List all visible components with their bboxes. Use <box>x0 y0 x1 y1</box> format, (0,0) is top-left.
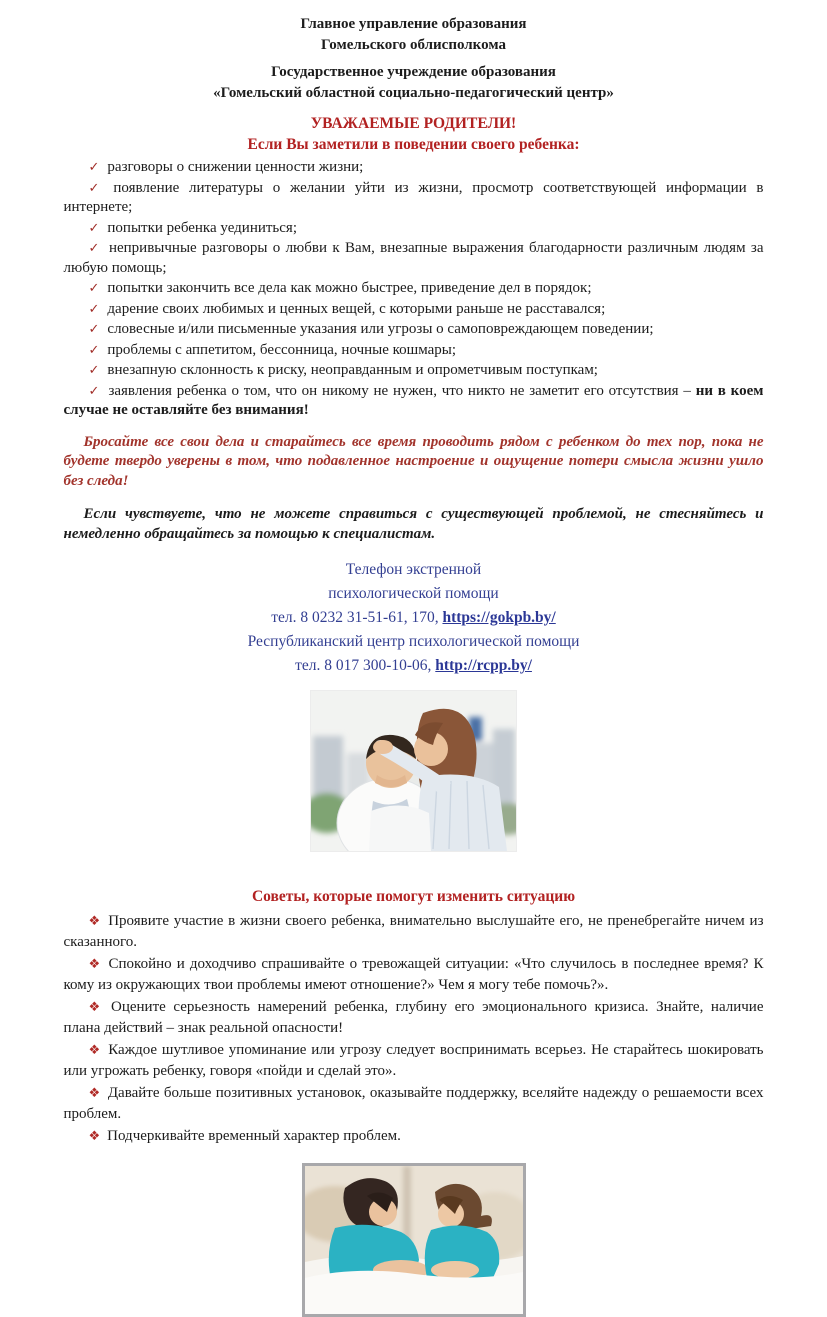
hotline-title-line: психологической помощи <box>328 585 499 602</box>
warning-emphasis: ни в коем случае не оставляйте без внимания! <box>63 382 764 418</box>
advice-list <box>64 911 764 1147</box>
warning-list-item: ✓ попытки закончить все дела как можно быстрее, приведение дел в порядок; <box>88 280 592 296</box>
check-icon: ✓ <box>88 342 100 358</box>
rcpp-link[interactable]: http://rcpp.by/ <box>435 657 532 674</box>
advice-list-item: ❖ Подчеркивайте временный характер проблем. <box>88 1128 401 1144</box>
warning-list-item: ✓ внезапную склонность к риску, неоправданным и опрометчивым поступкам; <box>88 362 598 378</box>
hotline-title-line: Телефон экстренной <box>345 561 482 578</box>
urgent-red-paragraph: Бросайте все свои дела и старайтесь все время проводить рядом с ребенком до тех пор, пока не будете твердо уверены в том, что подавленное настроение и ощущение потери смысла жизни ушло без следа! <box>63 433 764 489</box>
photo-mother-son <box>64 690 764 852</box>
photo-mother-daughter <box>302 1163 526 1317</box>
check-icon: ✓ <box>88 322 100 337</box>
photo-mother-daughter-illustration <box>305 1166 523 1314</box>
header-line: Государственное учреждение образования <box>271 64 556 80</box>
hotline-center-name: Республиканский центр психологической помощи <box>247 633 580 650</box>
hotline-block <box>64 558 764 678</box>
check-icon: ✓ <box>88 383 101 399</box>
parents-title: УВАЖАЕМЫЕ РОДИТЕЛИ! <box>310 115 517 132</box>
warning-list-item: ✓ словесные и/или письменные указания или угрозы о самоповреждающем поведении; <box>88 321 654 337</box>
specialists-paragraph: Если чувствуете, что не можете справиться с существующей проблемой, не стесняйтесь и немедленно обращайтесь за помощью к специалистам. <box>63 506 764 542</box>
advice-list-item: ❖ Спокойно и доходчиво спрашивайте о тревожащей ситуации: «Что случилось в последнее время? К кому из окружающих твои проблемы имеют отношение?» Чем я могу тебе помочь?». <box>63 956 764 993</box>
check-icon: ✓ <box>88 220 100 236</box>
advice-list-item: ❖ Оцените серьезность намерений ребенка, глубину его эмоционального кризиса. Знайте, наличие плана действий – знак реальной опасности! <box>63 999 764 1036</box>
warning-list-item: ✓ дарение своих любимых и ценных вещей, с которыми раньше не расставался; <box>88 300 606 317</box>
warning-list-item: ✓ непривычные разговоры о любви к Вам, внезапные выражения благодарности различным людям за любую помощь; <box>63 240 764 276</box>
warning-subtitle: Если Вы заметили в поведении своего ребенка: <box>247 136 580 153</box>
diamond-icon: ❖ <box>88 957 102 972</box>
check-icon: ✓ <box>88 363 100 378</box>
hotline-phone-line: тел. 8 017 300-10-06, http://rcpp.by/ <box>295 657 532 674</box>
check-icon: ✓ <box>88 281 100 296</box>
warning-list-item: ✓ проблемы с аппетитом, бессонница, ночные кошмары; <box>88 341 456 358</box>
header-line: Гомельского облисполкома <box>321 37 506 53</box>
diamond-icon: ❖ <box>88 914 102 929</box>
hotline-phone-line: тел. 8 0232 31-51-61, 170, https://gokpb.by/ <box>271 609 556 626</box>
check-icon: ✓ <box>88 160 100 175</box>
warning-list-item: ✓ попытки ребенка уединиться; <box>88 219 298 236</box>
warning-list <box>64 158 764 421</box>
warning-list-item: ✓ разговоры о снижении ценности жизни; <box>88 159 364 175</box>
advice-list-item: ❖ Проявите участие в жизни своего ребенка, внимательно выслушайте его, не пренебрегайте ничем из сказанного. <box>63 913 764 950</box>
check-icon: ✓ <box>88 301 100 317</box>
photo-mother-son-illustration <box>310 690 517 852</box>
gokpb-link[interactable]: https://gokpb.by/ <box>442 609 556 626</box>
header-line: Главное управление образования <box>300 16 527 32</box>
diamond-icon: ❖ <box>88 1000 105 1015</box>
check-icon: ✓ <box>88 241 101 256</box>
advice-title: Советы, которые помогут изменить ситуацию <box>251 888 576 905</box>
diamond-icon: ❖ <box>88 1129 101 1144</box>
diamond-icon: ❖ <box>88 1043 102 1058</box>
check-icon: ✓ <box>88 180 106 196</box>
advice-list-item: ❖ Каждое шутливое упоминание или угрозу следует воспринимать всерьез. Не старайтесь шокировать или угрожать ребенку, говоря «пойди и сделай это». <box>63 1042 764 1079</box>
advice-list-item: ❖ Давайте больше позитивных установок, оказывайте поддержку, вселяйте надежду о решаемости всех проблем. <box>63 1085 764 1122</box>
header-line: «Гомельский областной социально-педагогический центр» <box>213 85 614 101</box>
warning-list-item-final: ✓ заявления ребенка о том, что он никому не нужен, что никто не заметит его отсутствия – ни в коем случае не оставляйте без внимания! <box>63 382 764 418</box>
warning-list-item: ✓ появление литературы о желании уйти из жизни, просмотр соответствующей информации в интернете; <box>63 179 764 215</box>
diamond-icon: ❖ <box>88 1086 101 1101</box>
document-header <box>64 14 764 104</box>
